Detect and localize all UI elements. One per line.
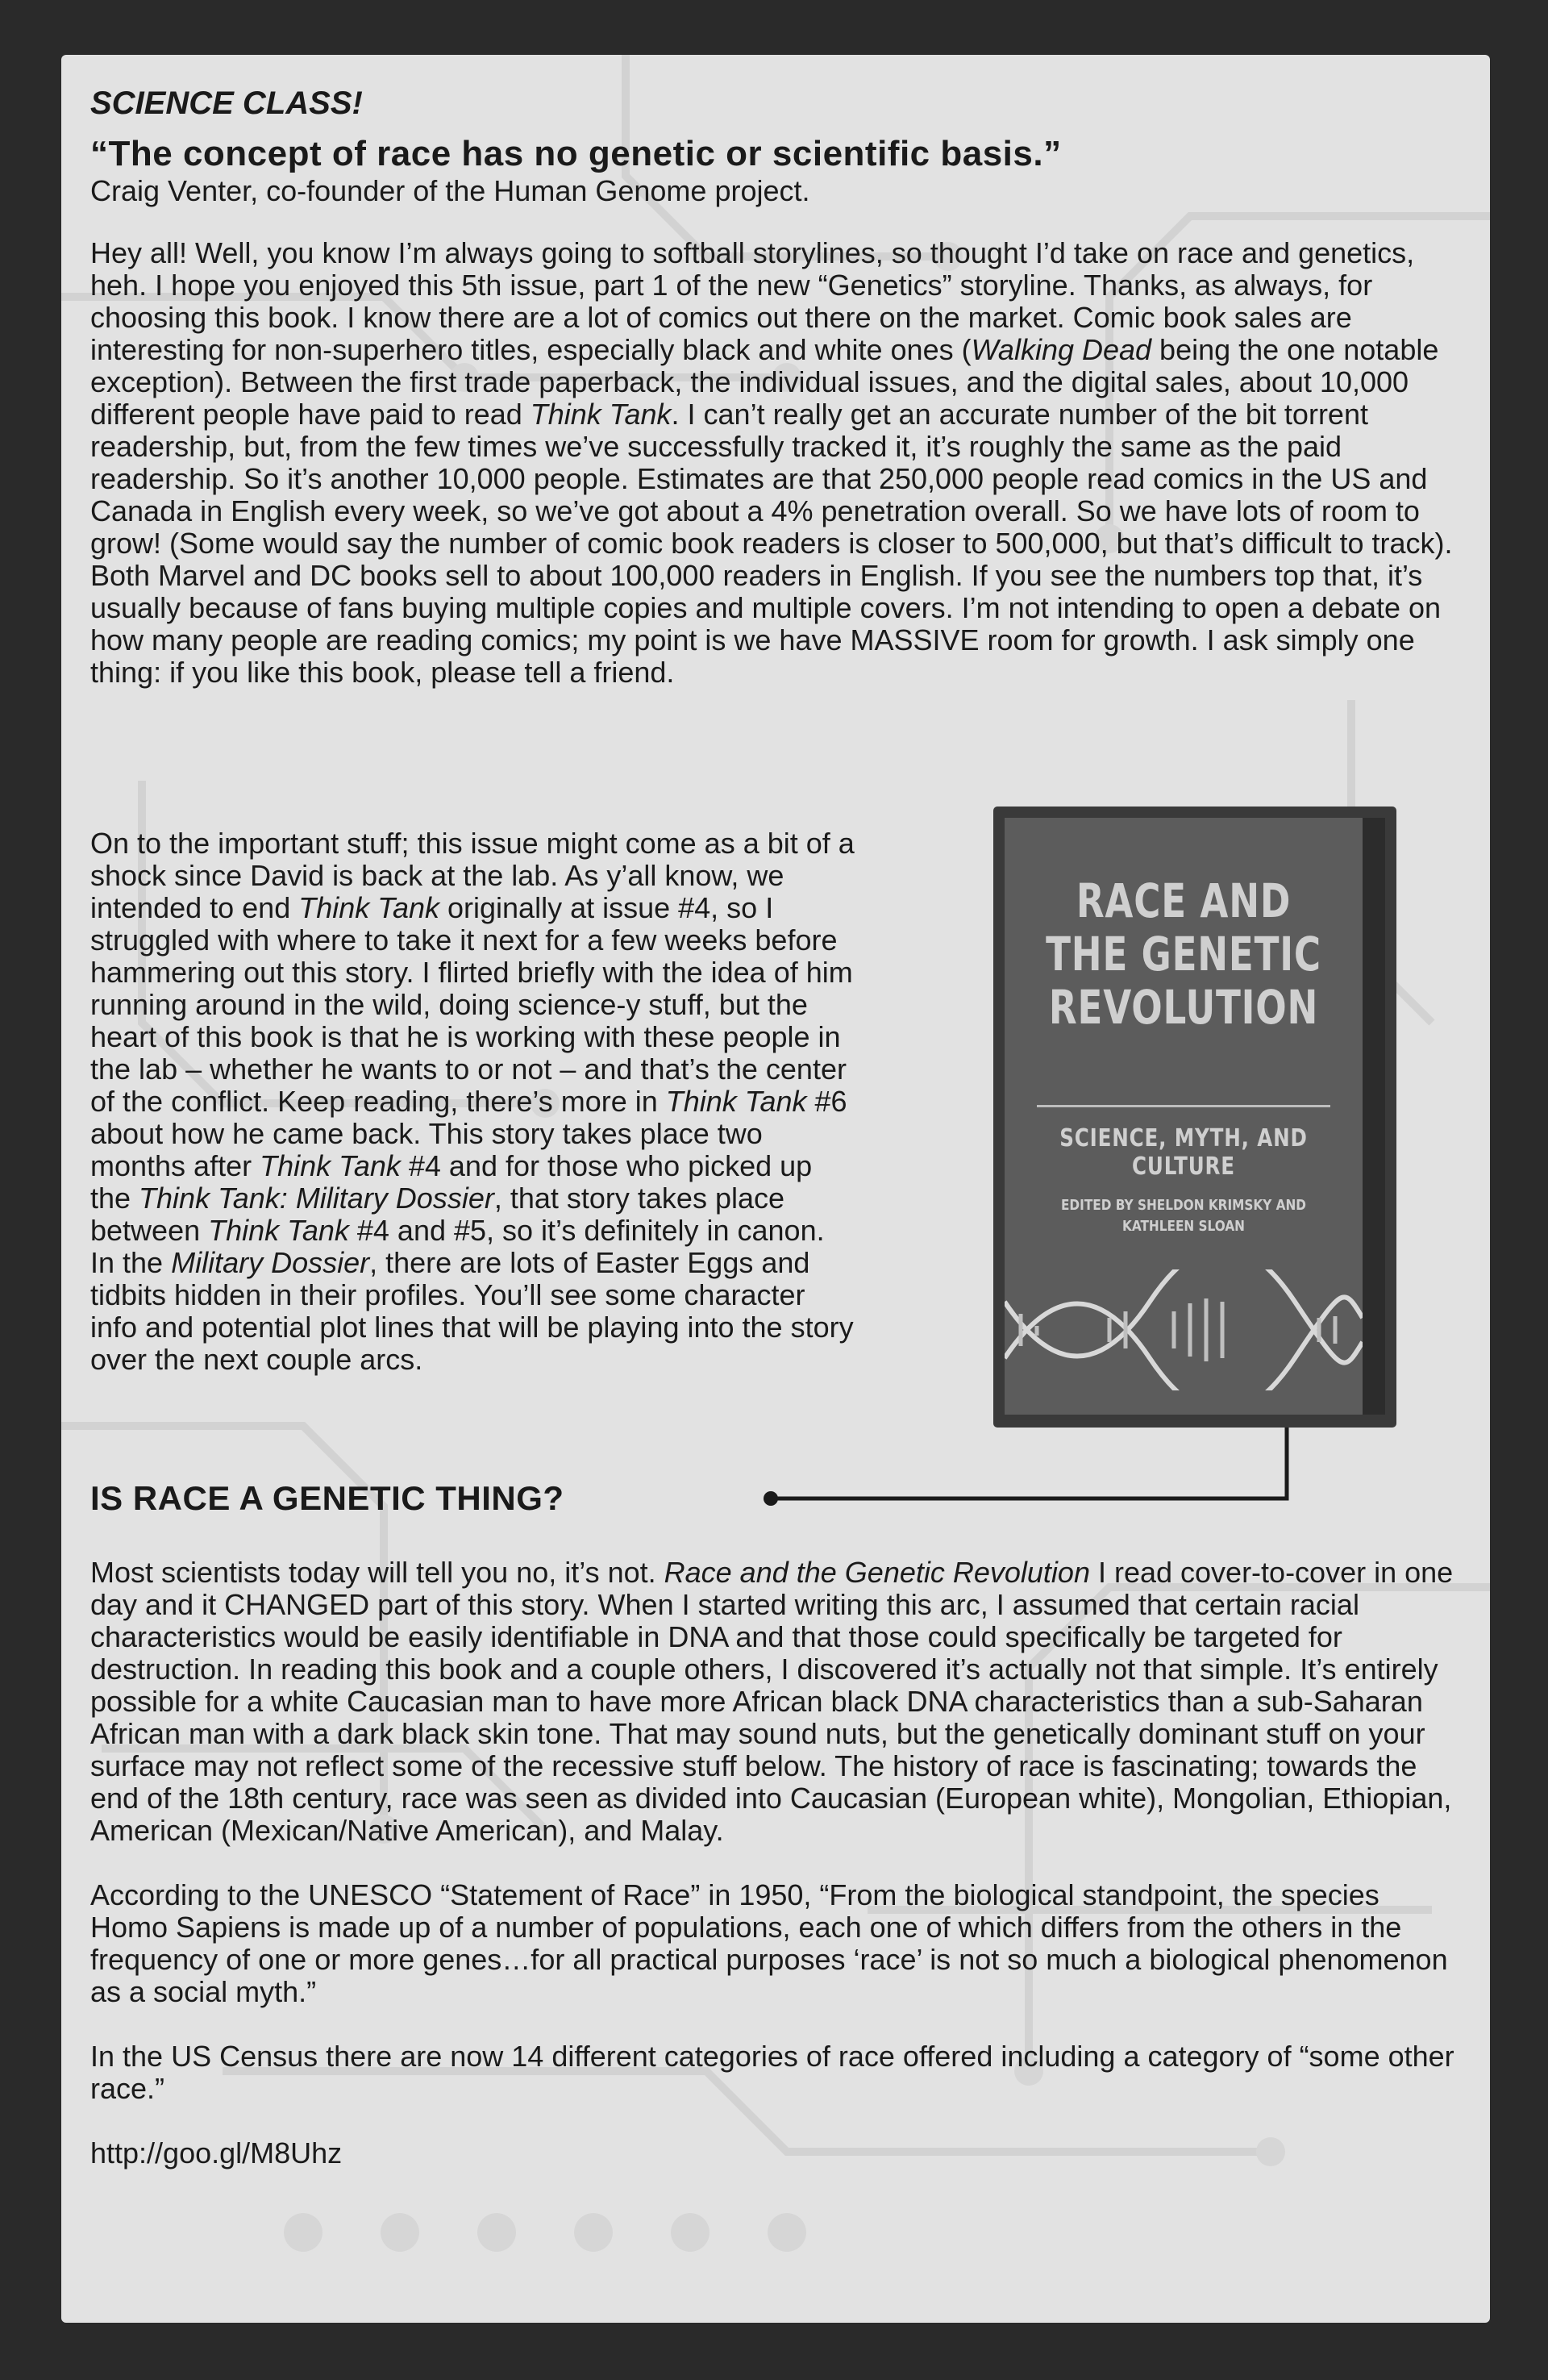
text-run-italic: Think Tank <box>298 891 439 924</box>
text-run: Hey all! Well, you know I’m always going to softball storylines, so thought I’d take on race and genetics, heh. I hope you enjoyed this 5th issue, part 1 of the new “Genetics” storyline. Thanks, as always, for choosing this book. I know there are a lot of comics out there on the market. Comic book sales are interesting for non-superhero titles, especially black and white ones ( <box>90 236 1415 366</box>
text-run: , that story takes place between <box>90 1182 785 1247</box>
lower-body <box>90 1557 1461 2170</box>
page <box>61 55 1490 2323</box>
text-run: #4 and for those who picked up the <box>90 1149 813 1215</box>
text-run-italic: Think Tank <box>665 1085 807 1118</box>
source-link[interactable]: http://goo.gl/M8Uhz <box>90 2136 343 2170</box>
pull-quote: “The concept of race has no genetic or scientific basis.” <box>90 134 1062 173</box>
book-title: RACE AND THE GENETIC REVOLUTION <box>1046 873 1321 1035</box>
text-run: On to the important stuff; this issue might come as a bit of a shock since David is back at the lab. As y’all know, we intended to end <box>90 827 855 924</box>
book-subtitle: SCIENCE, MYTH, AND CULTURE <box>1059 1124 1308 1181</box>
article <box>90 81 1461 2170</box>
section-heading: IS RACE A GENETIC THING? <box>90 1479 564 1517</box>
census-paragraph: In the US Census there are now 14 different categories of race offered including a category of “some other race.” <box>90 2040 1454 2105</box>
text-run-italic: Think Tank: Military Dossier <box>139 1182 494 1215</box>
text-run-italic: Think Tank <box>260 1149 401 1182</box>
section-title: SCIENCE CLASS! <box>90 85 363 121</box>
text-run-italic: Think Tank <box>530 398 672 431</box>
text-run: , there are lots of Easter Eggs and tidbits hidden in their profiles. You’ll see some character info and potential plot lines that will be playing into the story over the next couple arcs. <box>90 1246 854 1376</box>
text-run-italic: Military Dossier <box>171 1246 370 1279</box>
text-run: originally at issue #4, so I struggled with where to take it next for a few weeks before hammering out this story. I flirted briefly with the idea of him running around in the wild, doing science-y stuff, but the heart of this book is that he is working with these people in the lab – whether he wants to or not – and that’s the center of the conflict. Keep reading, there’s more in <box>90 891 853 1118</box>
text-run: #4 and #5, so it’s definitely in canon. In the <box>90 1214 825 1279</box>
text-run: being the one notable exception). Between the first trade paperback, the individual issues, and the digital sales, about 10,000 different people have paid to read <box>90 333 1439 431</box>
text-run: . I can’t really get an accurate number of the bit torrent readership, but, from the few times we’ve successfully tracked it, it’s roughly the same as the paid readership. So it’s another 10,000 people. Estimates are that 250,000 people read comics in the US and Canada in English every week, so we’ve got about a 4% penetration overall. So we have lots of room to grow! (Some would say the number of comic book readers is closer to 500,000, but that’s difficult to track). Both Marvel and DC books sell to about 100,000 readers in English. If you see the numbers top that, it’s usually because of fans buying multiple copies and multiple covers. I’m not intending to open a debate on how many people are reading comics; my point is we have MASSIVE room for growth. I ask simply one thing: if you like this book, please tell a friend. <box>90 398 1453 689</box>
heading-connector-line <box>90 81 1461 1532</box>
unesco-paragraph: According to the UNESCO “Statement of Race” in 1950, “From the biological standpoint, the species Homo Sapiens is made up of a number of populations, each one of which differs from the others in the frequency of one or more genes…for all practical purposes ‘race’ is not so much a biological phenomenon as a social myth.” <box>90 1878 1448 2008</box>
text-run-italic: Race and the Genetic Revolution <box>664 1556 1090 1589</box>
text-run: I read cover-to-cover in one day and it CHANGED part of this story. When I started writing this arc, I assumed that certain racial characteristics would be easily identifiable in DNA and that those could specifically be targeted for destruction. In reading this book and a couple others, I discovered it’s actually not that simple. It’s entirely possible for a white Caucasian man to have more African black DNA characteristics than a sub-Saharan African man with a dark black skin tone. That may sound nuts, but the genetically dominant stuff on your surface may not reflect some of the recessive stuff below. The history of race is fascinating; towards the end of the 18th century, race was seen as divided into Caucasian (European white), Mongolian, Ethiopian, American (Mexican/Native American), and Malay. <box>90 1556 1454 1847</box>
text-run: Most scientists today will tell you no, it’s not. <box>90 1556 664 1589</box>
text-run-italic: Think Tank <box>208 1214 349 1247</box>
quote-attribution: Craig Venter, co-founder of the Human Genome project. <box>90 174 810 207</box>
race-paragraph <box>90 1557 1461 1847</box>
text-run-italic: Walking Dead <box>971 333 1152 366</box>
book-editors: EDITED BY SHELDON KRIMSKY AND KATHLEEN SLOAN <box>1060 1197 1307 1235</box>
text-run: #6 about how he came back. This story takes place two months after <box>90 1085 847 1182</box>
